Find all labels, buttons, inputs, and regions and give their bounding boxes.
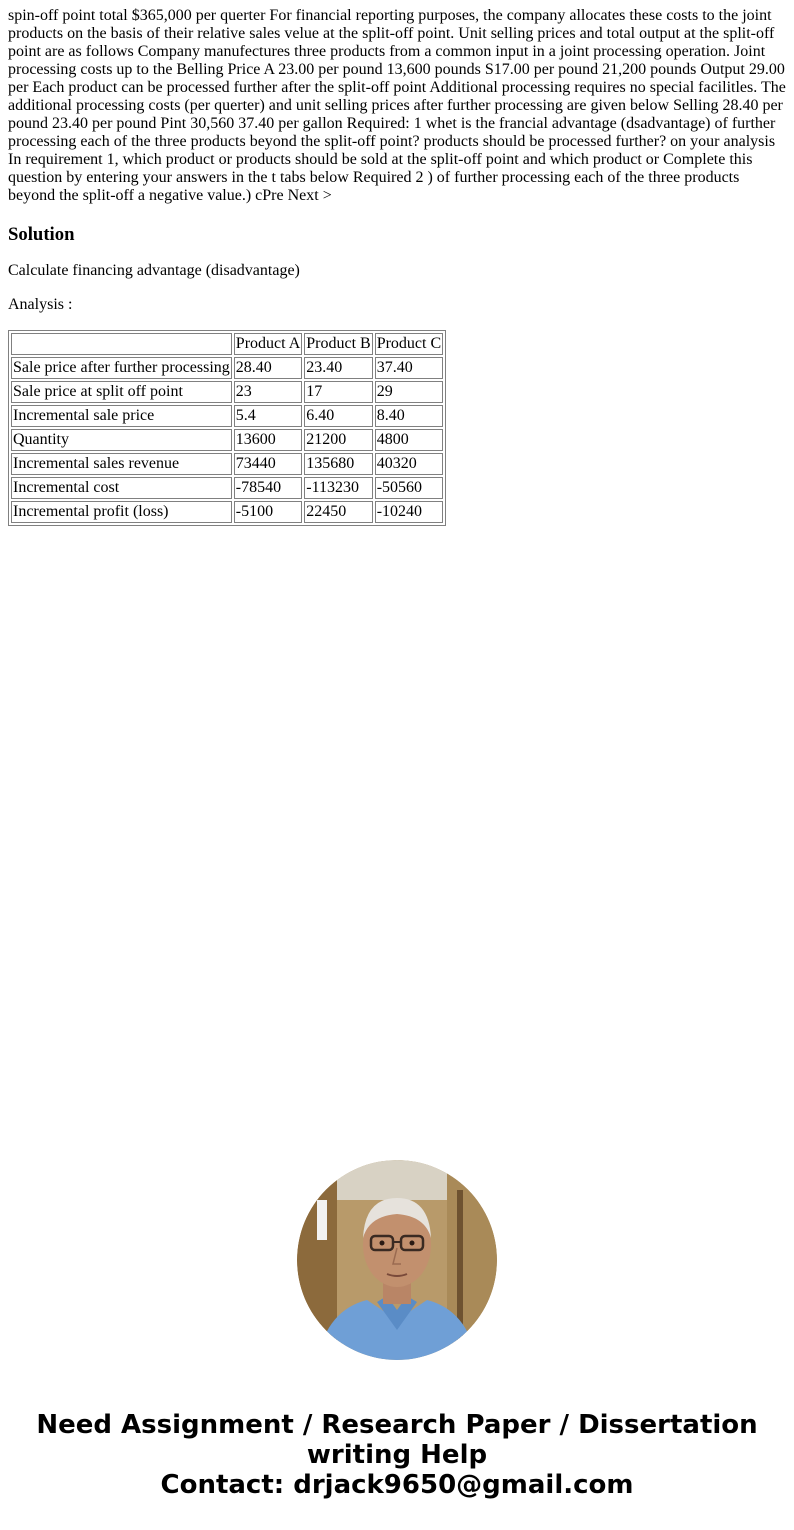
table-cell: 37.40 [375, 357, 443, 379]
table-row [11, 405, 443, 427]
header-cell [11, 333, 232, 355]
table-cell: -50560 [375, 477, 443, 499]
table-cell: 21200 [304, 429, 372, 451]
table-header-row [11, 333, 443, 355]
table-cell: 17 [304, 381, 372, 403]
avatar [297, 1160, 497, 1360]
table-cell: 4800 [375, 429, 443, 451]
row-label: Incremental profit (loss) [11, 501, 232, 523]
row-label: Incremental sale price [11, 405, 232, 427]
table-cell: -10240 [375, 501, 443, 523]
header-cell: Product C [375, 333, 443, 355]
promo-avatar-block [0, 1160, 794, 1360]
table-cell: 73440 [234, 453, 302, 475]
header-cell: Product A [234, 333, 302, 355]
table-cell: 23.40 [304, 357, 372, 379]
row-label: Incremental sales revenue [11, 453, 232, 475]
table-cell: 28.40 [234, 357, 302, 379]
question-text: spin-off point total $365,000 per querter For financial reporting purposes, the company allocates these costs to the joint products on the basis of their relative sales velue at the split-off point. Unit selling prices and total output at the split-off point are as follows Company manufectures three products from a common input in a joint processing operation. Joint processing costs up to the Belling Price A 23.00 per pound 13,600 pounds S17.00 per pound 21,200 pounds Output 29.00 per Each product can be processed further after the split-off point Additional processing requires no special facilitles. The additional processing costs (per querter) and unit selling prices after further processing are given below Selling 28.40 per pound 23.40 per pound Pint 30,560 37.40 per gallon Required: 1 whet is the francial advantage (dsadvantage) of further processing each of the three products beyond the split-off point? products should be processed further? on your analysis In requirement 1, which product or products should be sold at the split-off point and which product or Complete this question by entering your answers in the t tabs below Required 2 ) of further processing each of the three products beyond the split-off a negative value.) cPre Next > [8, 7, 786, 204]
table-cell: 8.40 [375, 405, 443, 427]
table-row [11, 381, 443, 403]
row-label: Incremental cost [11, 477, 232, 499]
table-row [11, 501, 443, 523]
table-cell: -78540 [234, 477, 302, 499]
table-row [11, 357, 443, 379]
table-row [11, 477, 443, 499]
table-cell: 22450 [304, 501, 372, 523]
table-cell: 5.4 [234, 405, 302, 427]
solution-heading: Solution [8, 224, 75, 245]
calc-line: Calculate financing advantage (disadvantage) [8, 262, 300, 279]
row-label: Sale price at split off point [11, 381, 232, 403]
row-label: Sale price after further processing [11, 357, 232, 379]
header-cell: Product B [304, 333, 372, 355]
analysis-table [8, 330, 446, 526]
promo-text [0, 1410, 794, 1500]
promo-contact: Contact: drjack9650@gmail.com [160, 1470, 634, 1500]
table-cell: 23 [234, 381, 302, 403]
table-row [11, 453, 443, 475]
avatar-portrait-icon [297, 1160, 497, 1360]
table-cell: -113230 [304, 477, 372, 499]
row-label: Quantity [11, 429, 232, 451]
page-content [0, 7, 794, 526]
promo-line-1: Need Assignment / Research Paper / Dissertation [36, 1410, 758, 1440]
promo-line-2: writing Help [306, 1440, 488, 1470]
analysis-label: Analysis : [8, 296, 73, 313]
table-row [11, 429, 443, 451]
table-cell: 40320 [375, 453, 443, 475]
table-cell: 135680 [304, 453, 372, 475]
table-cell: -5100 [234, 501, 302, 523]
table-cell: 13600 [234, 429, 302, 451]
table-cell: 29 [375, 381, 443, 403]
table-cell: 6.40 [304, 405, 372, 427]
